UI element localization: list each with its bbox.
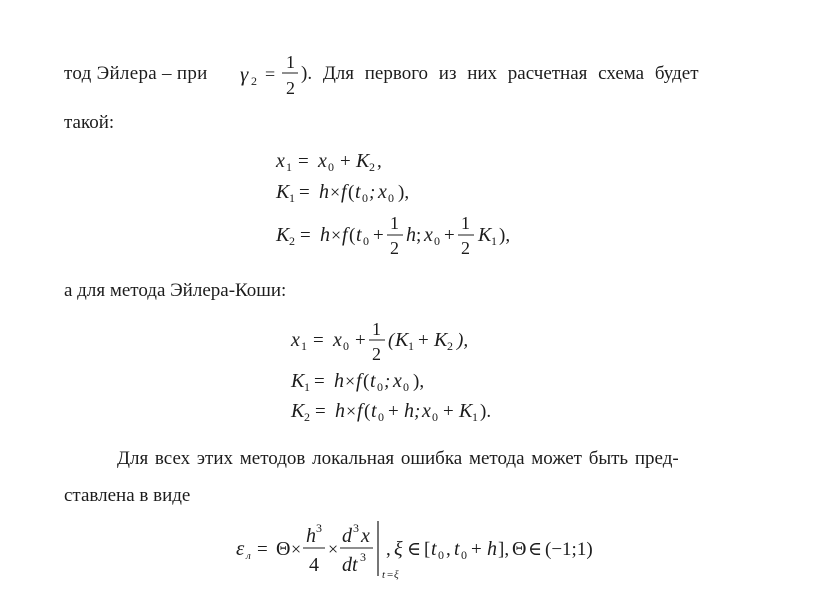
svg-text:;: ; [416,225,422,246]
svg-text:×: × [346,401,357,421]
svg-text:d: d [342,525,352,547]
svg-text:=: = [299,182,310,203]
line-5-text: ставлена в виде [64,485,191,506]
svg-text:2: 2 [304,410,310,424]
svg-text:0: 0 [328,160,334,174]
svg-text:0: 0 [432,410,438,424]
svg-text:x: x [361,525,370,547]
svg-text:γ: γ [240,62,249,86]
svg-text:1: 1 [408,339,414,353]
svg-text:0: 0 [461,548,467,562]
svg-text:Θ: Θ [512,538,527,560]
svg-text:+: + [444,225,455,246]
svg-text:x: x [291,329,300,351]
line-4-text: Для всех этих методов локальная ошибка метода может быть пред- [117,448,679,469]
svg-text:+: + [443,401,454,422]
svg-text:л: л [246,550,251,562]
svg-text:1: 1 [301,339,307,353]
equation-block-2 [285,313,545,433]
svg-text:),: ), [398,182,410,203]
svg-text:3: 3 [360,550,366,564]
svg-text:×: × [291,539,302,559]
svg-text:;: ; [384,371,391,392]
svg-text:+: + [471,539,482,560]
svg-text:h: h [487,538,497,560]
svg-text:1: 1 [289,191,295,205]
error-formula [232,518,612,588]
svg-text:h: h [334,370,344,392]
svg-text:=: = [257,539,268,560]
svg-text:t: t [454,538,460,560]
svg-text:f: f [341,181,347,203]
svg-text:t: t [355,181,361,203]
svg-text:∈: ∈ [407,539,422,560]
block1-eq3 [275,213,510,258]
paragraph-line-5 [64,486,190,505]
svg-text:Θ: Θ [276,538,291,560]
svg-text:(: ( [363,371,370,392]
svg-text:,: , [386,539,391,560]
svg-text:t: t [382,569,386,581]
svg-text:ξ: ξ [394,538,403,560]
svg-text:ε: ε [236,536,245,560]
svg-text:x: x [393,370,402,392]
gamma-frac-num: 1 [286,52,295,72]
svg-text:×: × [328,539,339,559]
svg-text:h: h [404,400,414,422]
svg-text:=: = [298,151,309,172]
svg-text:),: ), [499,225,511,246]
svg-text:K: K [276,181,290,203]
line-3-text: а для метода Эйлера-Коши: [64,280,287,301]
svg-text:),: ), [413,371,425,392]
svg-text:=: = [300,225,311,246]
block1-eq1 [275,150,382,174]
line-1-prefix: тод Эйлера – при [64,63,208,84]
svg-text:2: 2 [251,74,257,88]
equation-block-1 [270,140,550,270]
svg-text:=: = [314,371,325,392]
svg-text:3: 3 [353,521,359,535]
block2-eq3 [290,400,491,424]
svg-text:1: 1 [372,319,381,339]
svg-text:2: 2 [372,344,381,364]
svg-text:4: 4 [309,554,319,576]
svg-text:1: 1 [461,213,470,233]
block2-eq2 [290,370,424,394]
svg-text:],: ], [498,539,510,560]
svg-text:1: 1 [491,234,497,248]
svg-text:2: 2 [390,238,399,258]
svg-text:f: f [342,224,348,246]
svg-text:,: , [377,151,382,172]
block2-eq1 [290,319,468,364]
svg-text:1: 1 [304,380,310,394]
block1-eq2 [275,181,409,205]
svg-text:K: K [434,329,448,351]
svg-text:1: 1 [472,410,478,424]
svg-text:0: 0 [377,380,383,394]
gamma-frac-den: 2 [286,78,295,98]
svg-text:2: 2 [369,160,375,174]
line-1-suffix: ). Для первого из них расчетная схема будет [301,63,699,84]
svg-text:x: x [276,150,285,172]
svg-text:(−1;1): (−1;1) [545,539,593,560]
svg-text:=: = [315,401,326,422]
svg-text:;: ; [369,182,376,203]
svg-text:h: h [306,525,316,547]
svg-text:h: h [319,181,329,203]
svg-text:K: K [291,400,305,422]
paragraph-line-1 [64,64,208,83]
svg-text:K: K [459,400,473,422]
svg-text:f: f [356,370,362,392]
svg-text:K: K [395,329,409,351]
svg-text:t: t [370,370,376,392]
paragraph-line-3 [64,281,286,300]
svg-text:x: x [422,400,431,422]
svg-text:+: + [373,225,384,246]
svg-text:(: ( [349,225,356,246]
svg-text:t: t [371,400,377,422]
svg-text:+: + [418,330,429,351]
svg-text:),: ), [457,330,469,351]
svg-text:=: = [387,569,394,581]
svg-text:=: = [313,330,324,351]
svg-text:K: K [356,150,370,172]
svg-text:K: K [291,370,305,392]
svg-text:f: f [357,400,363,422]
svg-text:=: = [265,64,276,84]
svg-text:3: 3 [316,521,322,535]
svg-text:K: K [276,224,290,246]
svg-text:[: [ [424,539,431,560]
svg-text:0: 0 [343,339,349,353]
svg-text:x: x [378,181,387,203]
svg-text:h: h [320,224,330,246]
svg-text:0: 0 [388,191,394,205]
svg-text:,: , [446,539,451,560]
svg-text:2: 2 [289,234,295,248]
svg-text:×: × [330,182,341,202]
svg-text:0: 0 [403,380,409,394]
svg-text:t: t [356,224,362,246]
svg-text:(: ( [348,182,355,203]
svg-text:0: 0 [438,548,444,562]
svg-text:(: ( [388,330,395,351]
svg-text:(: ( [364,401,371,422]
svg-text:+: + [388,401,399,422]
svg-text:h: h [335,400,345,422]
paragraph-line-2 [64,113,114,132]
svg-text:x: x [424,224,433,246]
svg-text:×: × [331,225,342,245]
svg-text:2: 2 [461,238,470,258]
paragraph-line-4 [117,449,679,468]
svg-text:;: ; [414,401,421,422]
svg-text:x: x [333,329,342,351]
svg-text:1: 1 [390,213,399,233]
svg-text:h: h [406,224,416,246]
svg-text:x: x [318,150,327,172]
svg-text:+: + [340,151,351,172]
svg-text:0: 0 [362,191,368,205]
gamma-formula [234,44,304,104]
svg-text:1: 1 [286,160,292,174]
svg-text:dt: dt [342,554,358,576]
svg-text:×: × [345,371,356,391]
svg-text:+: + [355,330,366,351]
svg-text:0: 0 [434,234,440,248]
svg-text:ξ: ξ [394,569,399,581]
svg-text:0: 0 [363,234,369,248]
svg-text:).: ). [480,401,492,422]
svg-text:2: 2 [447,339,453,353]
svg-text:0: 0 [378,410,384,424]
svg-text:t: t [431,538,437,560]
line-2-text: такой: [64,112,115,133]
paragraph-line-1-rest [301,64,699,83]
svg-text:∈: ∈ [528,539,543,560]
svg-text:K: K [478,224,492,246]
